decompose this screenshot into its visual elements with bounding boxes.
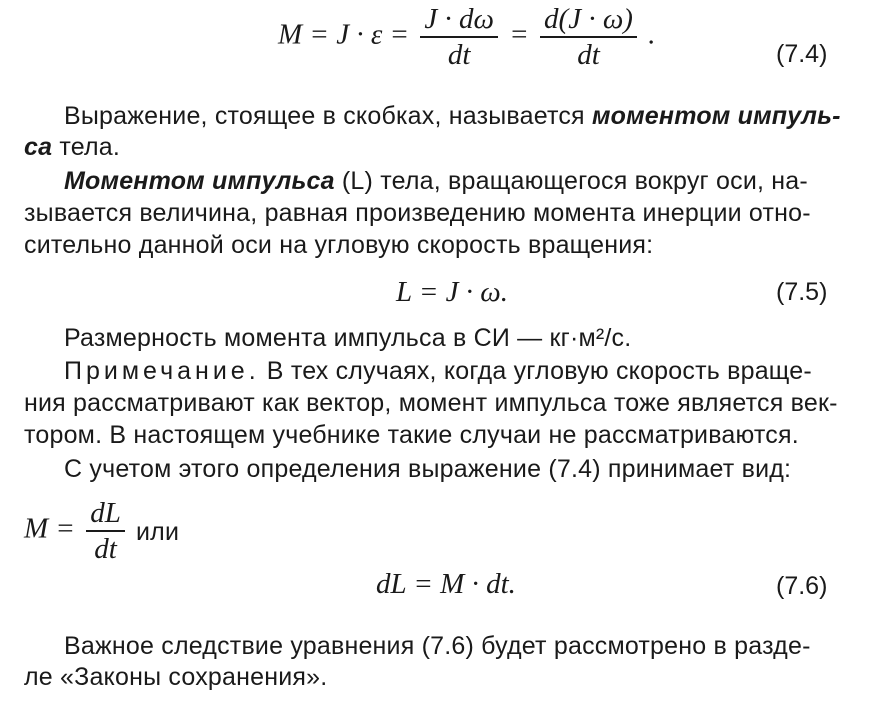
paragraph-3-line-1: Размерность момента импульса в СИ — кг·м²/с. xyxy=(64,324,632,352)
equals-sign: = xyxy=(509,18,529,51)
paragraph-5-line-1: С учетом этого определения выражение (7.4) принимает вид: xyxy=(64,455,792,483)
fraction-numerator: dL xyxy=(86,496,125,532)
paragraph-1-line-2 xyxy=(24,132,120,162)
equation-7-4 xyxy=(278,2,655,72)
paragraph-2-line-1 xyxy=(64,166,808,196)
text-run: В тех случаях, когда угловую скорость враще- xyxy=(259,357,812,385)
paragraph-6-line-2: ле «Законы сохранения». xyxy=(24,663,328,691)
equation-7-6: dL = M · dt. xyxy=(376,568,516,600)
term-emphasis: моментом импуль- xyxy=(591,102,841,130)
paragraph-2-line-3: сительно данной оси на угловую скорость вращения: xyxy=(24,231,654,259)
fraction-denominator: dt xyxy=(447,39,471,71)
equation-number-7-5: (7.5) xyxy=(776,278,828,306)
eq-m-fraction xyxy=(86,496,125,566)
or-word: или xyxy=(136,518,180,546)
term-emphasis: са xyxy=(24,133,53,161)
equation-number-7-6: (7.6) xyxy=(776,572,828,600)
text-run: (L) тела, вращающегося вокруг оси, на- xyxy=(334,167,808,195)
fraction-numerator: d(J · ω) xyxy=(540,2,637,38)
paragraph-4-line-1 xyxy=(64,356,812,386)
fraction-numerator: J · dω xyxy=(420,2,498,38)
note-label: Примечание. xyxy=(64,357,260,385)
term-emphasis: Моментом импульса xyxy=(64,167,335,195)
paragraph-4-line-3: тором. В настоящем учебнике такие случаи не рассматриваются. xyxy=(24,421,799,449)
eq-7-4-lhs: M = J · ε = xyxy=(278,18,410,51)
paragraph-2-line-2: зывается величина, равная произведению момента инерции отно- xyxy=(24,199,811,227)
eq-7-4-fraction-2 xyxy=(540,2,637,72)
paragraph-4-line-2: ния рассматривают как вектор, момент импульса тоже является век- xyxy=(24,389,838,417)
paragraph-1-line-1 xyxy=(64,101,841,131)
eq-7-4-end: . xyxy=(648,18,656,51)
text-run: Выражение, стоящее в скобках, называется xyxy=(64,102,592,130)
eq-7-4-fraction-1 xyxy=(420,2,498,72)
fraction-denominator: dt xyxy=(94,533,117,565)
eq-m-lhs: M = xyxy=(24,512,75,545)
fraction-denominator: dt xyxy=(577,39,600,71)
equation-number-7-4: (7.4) xyxy=(776,40,828,68)
paragraph-6-line-1: Важное следствие уравнения (7.6) будет рассмотрено в разде- xyxy=(64,632,811,660)
equation-7-5: L = J · ω. xyxy=(396,276,509,308)
text-run: тела. xyxy=(52,133,121,161)
equation-m-dl-dt xyxy=(24,496,129,566)
